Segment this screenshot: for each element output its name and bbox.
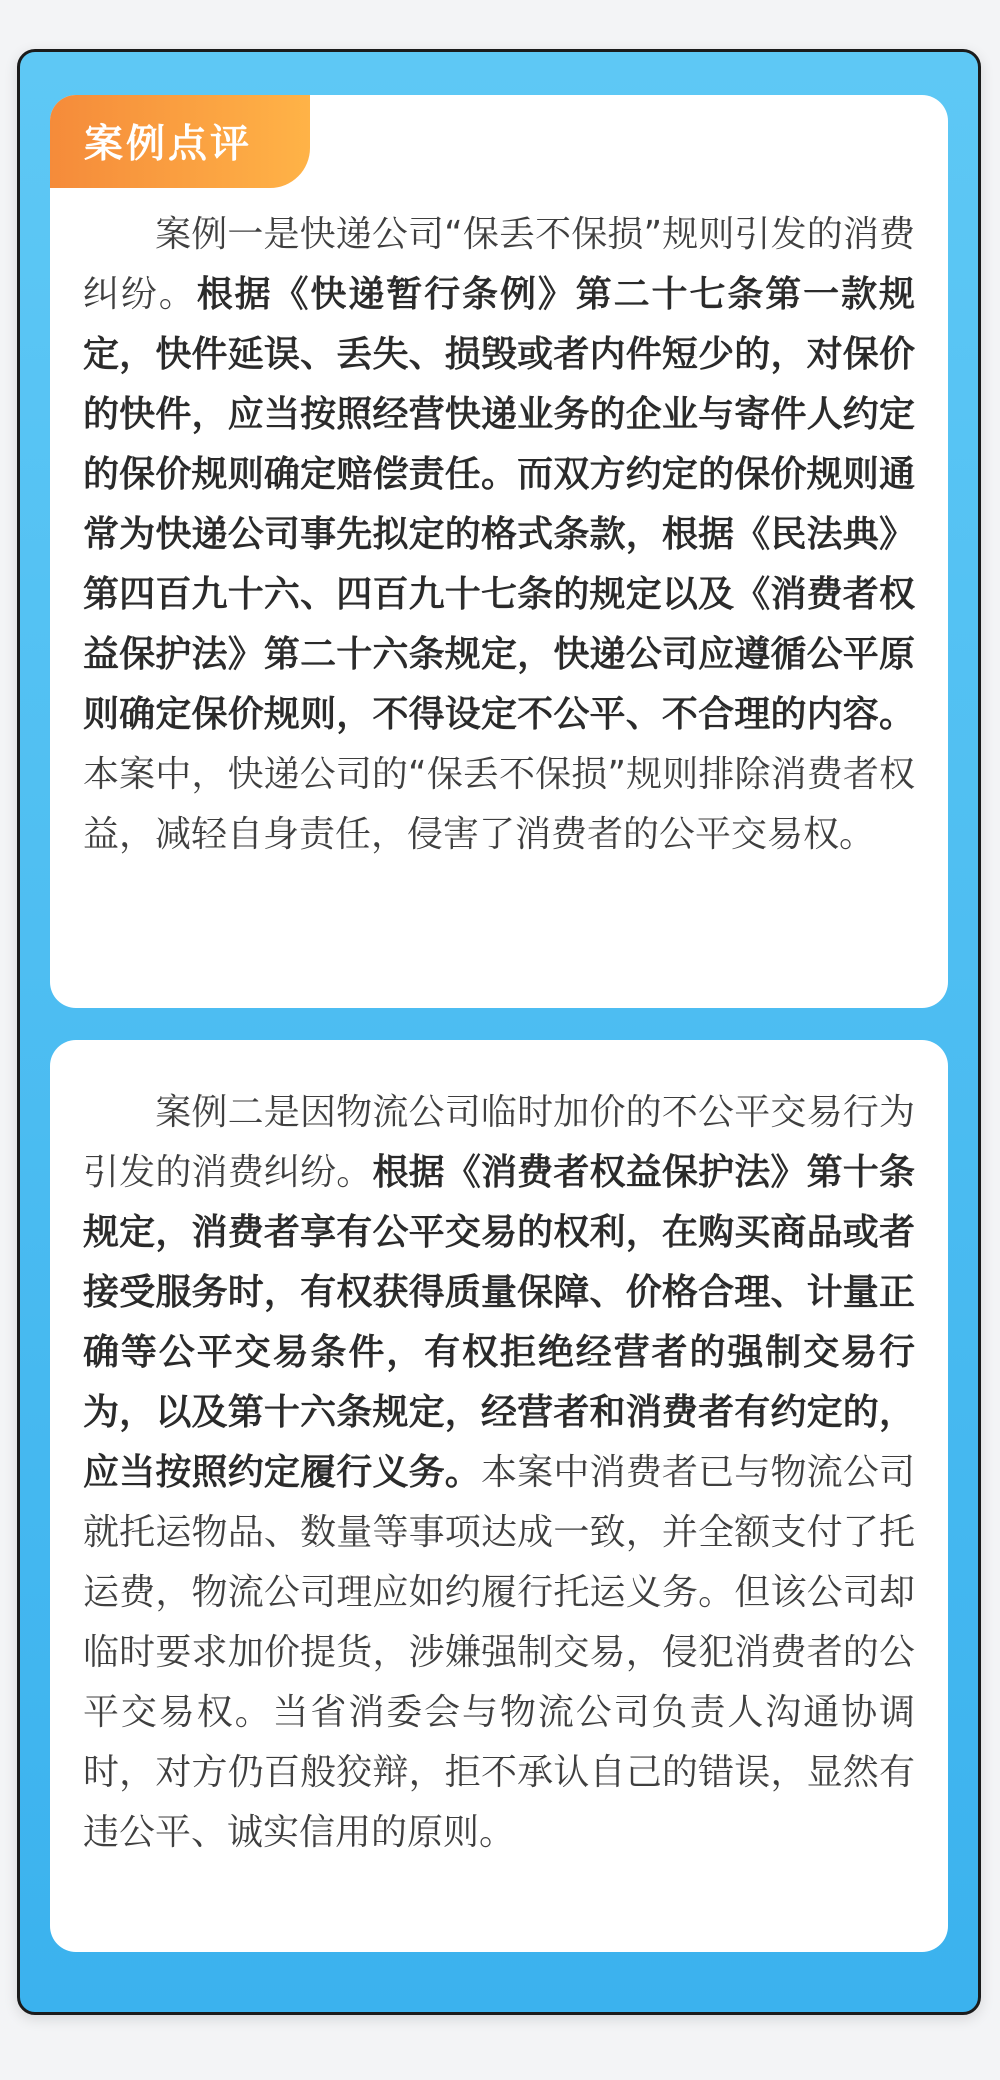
case-2-paragraph bbox=[83, 1083, 915, 1863]
case-1-legal-basis-text: 根据《快递暂行条例》第二十七条第一款规定，快件延误、丢失、损毁或者内件短少的，对保价的快件，应当按照经营快递业务的企业与寄件人约定的保价规则确定赔偿责任。而双方约定的保价规则通常为快递公司事先拟定的格式条款，根据《民法典》第四百九十六、四百九十七条的规定以及《消费者权益保护法》第二十六条规定，快递公司应遵循公平原则确定保价规则，不得设定不公平、不合理的内容。 bbox=[83, 274, 915, 735]
case-2-intro-text: 案例二是因物流公司临时加价的不公平交易行为引发的消费纠纷。 bbox=[83, 1092, 915, 1193]
case-2-conclusion-text: 本案中消费者已与物流公司就托运物品、数量等事项达成一致，并全额支付了托运费，物流公司理应如约履行托运义务。但该公司却临时要求加价提货，涉嫌强制交易，侵犯消费者的公平交易权。当省消委会与物流公司负责人沟通协调时，对方仍百般狡辩，拒不承认自己的错误，显然有违公平、诚实信用的原则。 bbox=[83, 1452, 915, 1853]
case-2-legal-basis-text: 根据《消费者权益保护法》第十条规定，消费者享有公平交易的权利，在购买商品或者接受服务时，有权获得质量保障、价格合理、计量正确等公平交易条件，有权拒绝经营者的强制交易行为，以及第十六条规定，经营者和消费者有约定的，应当按照约定履行义务。 bbox=[83, 1152, 915, 1493]
case-1-paragraph bbox=[83, 205, 915, 865]
case-1-conclusion-text: 本案中，快递公司的“保丢不保损”规则排除消费者权益，减轻自身责任，侵害了消费者的公平交易权。 bbox=[83, 754, 915, 855]
case-1-intro-text: 案例一是快递公司“保丢不保损”规则引发的消费纠纷。 bbox=[83, 214, 915, 315]
case-review-badge: 案例点评 bbox=[50, 95, 310, 188]
